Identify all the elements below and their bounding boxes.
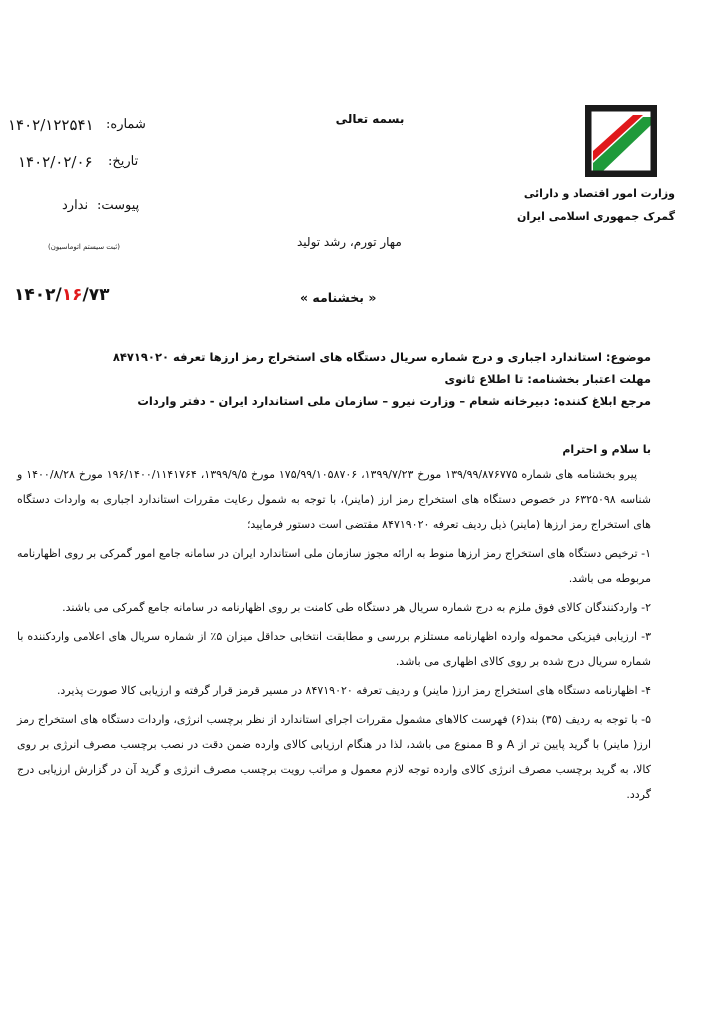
attachment-label: پیوست:: [97, 198, 140, 213]
slogan: مهار تورم، رشد تولید: [297, 235, 402, 249]
customs-logo-icon: [585, 105, 657, 177]
list-item: ۱- ترخیص دستگاه های استخراج رمز ارزها منوط به ارائه مجوز سازمان ملی استاندارد ایران در سامانه جامع امور گمرکی بر روی اظهارنامه مربوطه می باشد.: [17, 547, 651, 585]
circular-number-prefix: ۱۴۰۲/: [14, 285, 62, 305]
circular-number: [14, 285, 109, 305]
validity-line: مهلت اعتبار بخشنامه: تا اطلاع ثانوی: [444, 372, 651, 386]
subject-block: [51, 346, 651, 412]
date-label: تاریخ:: [108, 154, 139, 169]
circular-number-red: ۱۶: [61, 285, 83, 305]
list-item: ۳- ارزیابی فیزیکی محموله وارده اظهارنامه مستلزم بررسی و مطابقت انتخابی حداقل میزان ۵٪ از شماره سریال های اعلامی واردکننده با شماره سریال درج شده بر روی کالای اظهاری می باشد.: [17, 630, 651, 668]
authority-line: مرجع ابلاغ کننده: دبیرخانه شعام – وزارت نیرو – سازمان ملی استاندارد ایران - دفتر واردات: [137, 394, 651, 408]
intro-paragraph: پیرو بخشنامه های شماره ۱۳۹/۹۹/۸۷۶۷۷۵ مورخ ۱۳۹۹/۷/۲۳، ۱۷۵/۹۹/۱۰۵۸۷۰۶ مورخ ۱۳۹۹/۹/۵، ۱۹۶/۱۴۰۰/۱۱۴۱۷۶۴ مورخ ۱۴۰۰/۸/۲۸ و شناسه ۶۳۲۵۰۹۸ در خصوص دستگاه های استخراج رمز ارز (ماینر)، با توجه به شمول رعایت مقررات استاندارد اجباری به واردات دستگاه های استخراج رمز ارزها (ماینر) ذیل ردیف تعرفه ۸۴۷۱۹۰۲۰ مقتضی است دستور فرمایید؛: [17, 468, 651, 531]
circular-number-suffix: /۷۳: [82, 285, 110, 305]
list-item: ۵- با توجه به ردیف (۳۵) بند(۶) فهرست کالاهای مشمول مقررات اجرای استاندارد از نظر برچسب انرژی، واردات دستگاه های استخراج رمز ارز( ماینر) با گرید پایین تر از A و B ممنوع می باشد، لذا در هنگام ارزیابی کالای وارده ضمن دقت در نصب برچسب مصرف انرژی بر روی کالا، به گرید برچسب مصرف انرژی کالای وارده توجه لازم معمول و مراتب رویت برچسب مصرف انرژی و گرید آن در گزارش ارزیابی درج گردد.: [17, 713, 652, 801]
list-item: ۴- اظهارنامه دستگاه های استخراج رمز ارز( ماینر) و ردیف تعرفه ۸۴۷۱۹۰۲۰ در مسیر قرمز قرار گرفته و ارزیابی کالا صورت پذیرد.: [56, 684, 651, 697]
list-item: ۲- واردکنندگان کالای فوق ملزم به درج شماره سریال هر دستگاه طی کامنت بر روی اظهارنامه در سامانه جامع گمرکی می باشند.: [62, 601, 651, 614]
attachment-value: ندارد: [62, 198, 89, 213]
bismillah-heading: بسمه تعالی: [335, 112, 405, 126]
number-label: شماره:: [106, 117, 146, 132]
ministry-line: وزارت امور اقتصاد و دارائی: [523, 187, 675, 200]
customs-line: گمرک جمهوری اسلامی ایران: [516, 210, 675, 223]
subject-line: موضوع: استاندارد اجباری و درج شماره سریال دستگاه های استخراج رمز ارزها تعرفه ۸۴۷۱۹۰۲۰: [112, 350, 651, 364]
ministry-name: [517, 182, 675, 228]
circular-title: « بخشنامه »: [300, 290, 377, 305]
letter-body: [17, 437, 651, 807]
automation-note: (ثبت سیستم اتوماسیون): [48, 243, 120, 251]
greeting: با سلام و احترام: [562, 443, 651, 456]
date-value: ۱۴۰۲/۰۲/۰۶: [18, 153, 93, 171]
number-value: ۱۴۰۲/۱۲۲۵۴۱: [8, 116, 94, 134]
